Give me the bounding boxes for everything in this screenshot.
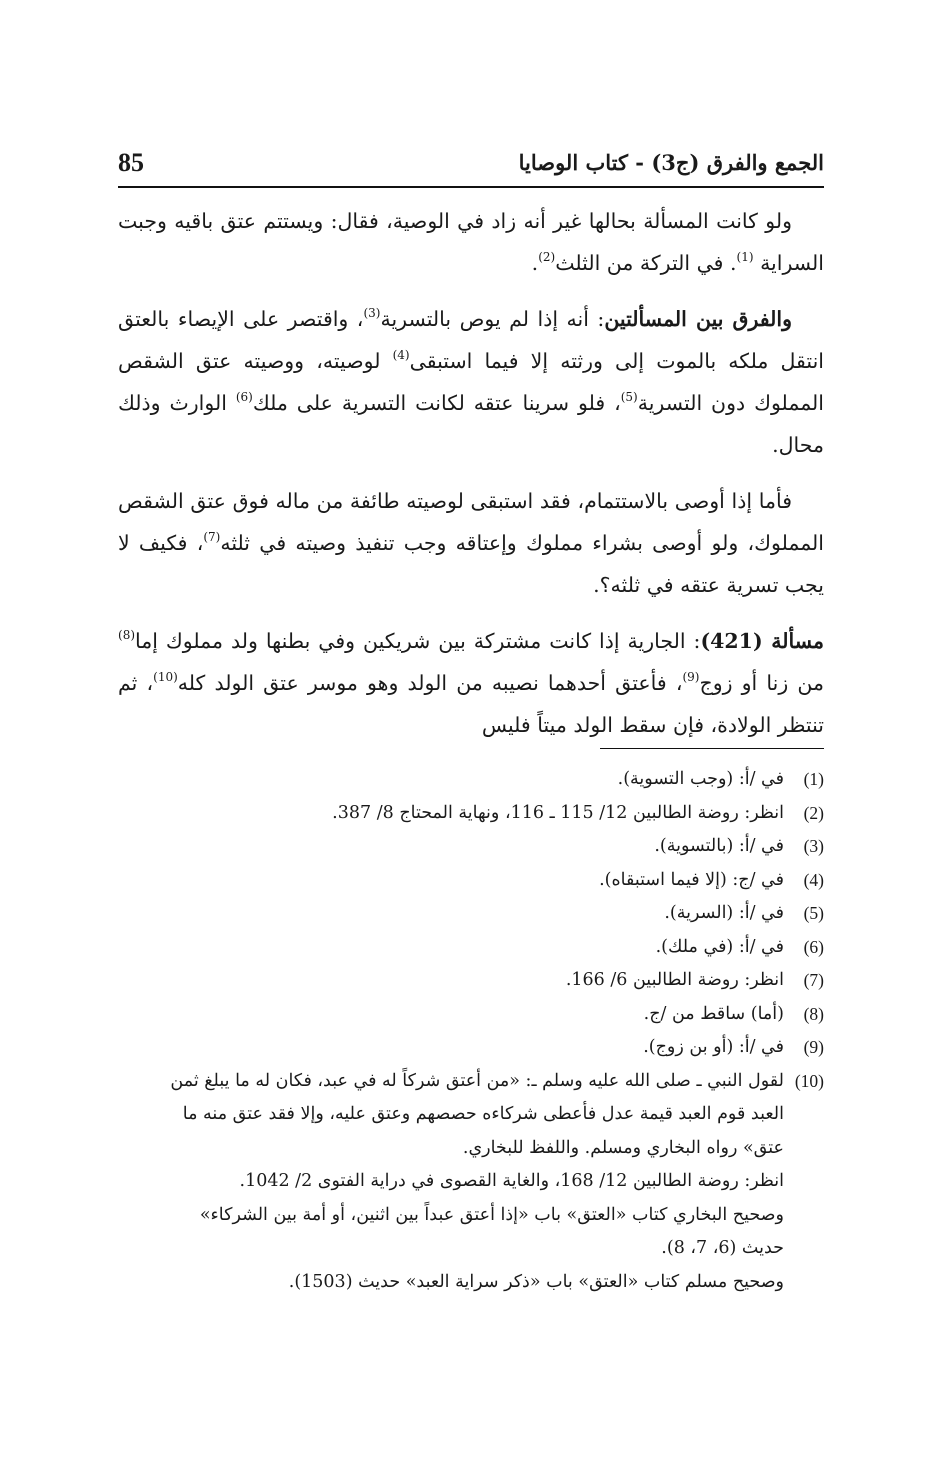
footnote-line: انظر: روضة الطالبين 6/ 166. <box>565 970 784 990</box>
footnote <box>118 797 824 831</box>
footnote-number: (4) <box>803 869 824 890</box>
footnote-number: (5) <box>803 903 824 923</box>
text-run: فأما إذا أوصى بالاستتمام، فقد استبقى لوصيته طائفة من ماله فوق عتق الشقص المملوك، ولو أوصى بشراء مملوك وإعتاقه وجب تنفيذ وصيته في ثلثه <box>118 489 824 555</box>
footnote-number: (6) <box>803 936 824 957</box>
issue-label: مسألة (421) <box>700 629 824 653</box>
paragraph-4 <box>118 620 824 746</box>
text-run: ، واقتصر على الإيصاء بالعتق انتقل ملكه بالموت إلى ورثته إلا فيما استبقى <box>118 307 824 373</box>
footnote-line: انظر: روضة الطالبين 12/ 115 ـ 116، ونهاية المحتاج 8/ 387. <box>332 802 784 823</box>
footnote-text <box>118 830 784 864</box>
footnote <box>118 931 824 965</box>
footnote-line: في /أ: (وجب التسوية). <box>617 769 784 789</box>
main-text <box>118 200 824 746</box>
footnote-line: في /أ: (في ملك). <box>655 936 784 957</box>
footnote-line: وصحيح البخاري كتاب «العتق» باب «إذا أعتق عبداً بين اثنين، أو أمة بين الشركاء» <box>199 1204 784 1225</box>
footnote-line: لقول النبي ـ صلى الله عليه وسلم ـ: «من أعتق شركاً له في عبد، فكان له ما يبلغ ثمن <box>170 1070 784 1091</box>
footnote-ref-1: (1) <box>736 250 754 264</box>
footnote-number: (9) <box>803 1037 824 1057</box>
footnote-text <box>118 931 784 965</box>
footnote <box>118 897 824 931</box>
paragraph-1 <box>118 200 824 284</box>
footnote-text <box>118 1031 784 1065</box>
text-run: من زنا أو زوج <box>699 671 824 695</box>
footnote-line: (أما) ساقط من /ج. <box>643 1003 784 1024</box>
footnote-line: في /ج: (إلا فيما استبقاه). <box>599 869 784 890</box>
page-header <box>118 146 824 188</box>
footnote-separator <box>600 748 824 749</box>
text-run: ولو كانت المسألة بحالها غير أنه زاد في الوصية، فقال: ويستتم عتق باقيه وجبت السراية <box>118 209 824 275</box>
footnote-ref-10: (10) <box>153 670 178 684</box>
footnote-ref-8: (8) <box>118 628 136 642</box>
footnote-ref-4: (4) <box>392 348 410 362</box>
footnote-number: (7) <box>803 970 824 990</box>
footnote-text <box>118 897 784 931</box>
text-run: : أنه إذا لم يوص بالتسرية <box>380 307 605 331</box>
footnote-number: (8) <box>803 1003 824 1024</box>
footnote-ref-2: (2) <box>538 250 556 264</box>
footnote-line: في /أ: (بالتسوية). <box>654 836 784 856</box>
text-run: ، فكيف لا يجب تسرية عتقه في ثلثه؟. <box>118 531 824 597</box>
footnote-number: (10) <box>794 1070 824 1091</box>
footnote <box>118 864 824 898</box>
text-run: لوصيته، ووصيته عتق الشقص المملوك دون التسرية <box>118 349 824 415</box>
footnote-line: العبد قوم العبد قيمة عدل فأعطى شركاءه حصصهم وعتق عليه، وإلا فقد عتق منه ما <box>182 1104 784 1124</box>
footnotes <box>118 763 824 1299</box>
paragraph-2 <box>118 298 824 466</box>
footnote-number: (1) <box>803 769 824 789</box>
footnote-text <box>118 998 784 1032</box>
paragraph-3 <box>118 480 824 606</box>
footnote-line: حديث (6، 7، 8). <box>661 1238 784 1258</box>
footnote-number: (3) <box>803 836 824 856</box>
text-run: ، فلو سرينا عتقه لكانت التسرية على ملك <box>252 391 621 415</box>
text-run: ، فأعتق أحدهما نصيبه من الولد وهو موسر عتق الولد كله <box>177 671 683 695</box>
footnote-ref-9: (9) <box>682 670 700 684</box>
footnote <box>118 830 824 864</box>
footnote-text <box>118 1065 784 1300</box>
footnote-number: (2) <box>803 802 824 823</box>
running-title: الجمع والفرق (ج3) - كتاب الوصايا <box>518 150 824 175</box>
text-run: . في التركة من الثلث <box>555 251 737 275</box>
footnote <box>118 998 824 1032</box>
footnote-line: عتق» رواه البخاري ومسلم. واللفظ للبخاري. <box>462 1137 784 1158</box>
text-run: ، ثم تنتظر الولادة، فإن سقط الولد ميتاً فليس <box>118 671 824 737</box>
footnote-ref-7: (7) <box>203 530 221 544</box>
paragraph-lead: والفرق بين المسألتين <box>604 307 792 331</box>
footnote-line: في /أ: (السرية). <box>664 903 784 923</box>
footnote-ref-6: (6) <box>235 390 253 404</box>
footnote-ref-5: (5) <box>620 390 638 404</box>
footnote-ref-3: (3) <box>363 306 381 320</box>
text-run: . <box>531 251 539 275</box>
footnote-text <box>118 797 784 831</box>
footnote <box>118 964 824 998</box>
footnote-text <box>118 763 784 797</box>
footnote <box>118 1065 824 1300</box>
text-run: : الجارية إذا كانت مشتركة بين شريكين وفي بطنها ولد مملوك إما <box>135 629 701 653</box>
footnote-line: وصحيح مسلم كتاب «العتق» باب «ذكر سراية العبد» حديث (1503). <box>288 1271 784 1292</box>
footnote-line: في /أ: (أو بن زوج). <box>643 1037 784 1057</box>
footnote <box>118 1031 824 1065</box>
footnote-text <box>118 864 784 898</box>
footnote <box>118 763 824 797</box>
text-run: الوارث وذلك محال. <box>118 391 824 457</box>
footnote-line: انظر: روضة الطالبين 12/ 168، والغاية القصوى في دراية الفتوى 2/ 1042. <box>239 1171 784 1191</box>
footnote-text <box>118 964 784 998</box>
page-number: 85 <box>118 148 144 177</box>
